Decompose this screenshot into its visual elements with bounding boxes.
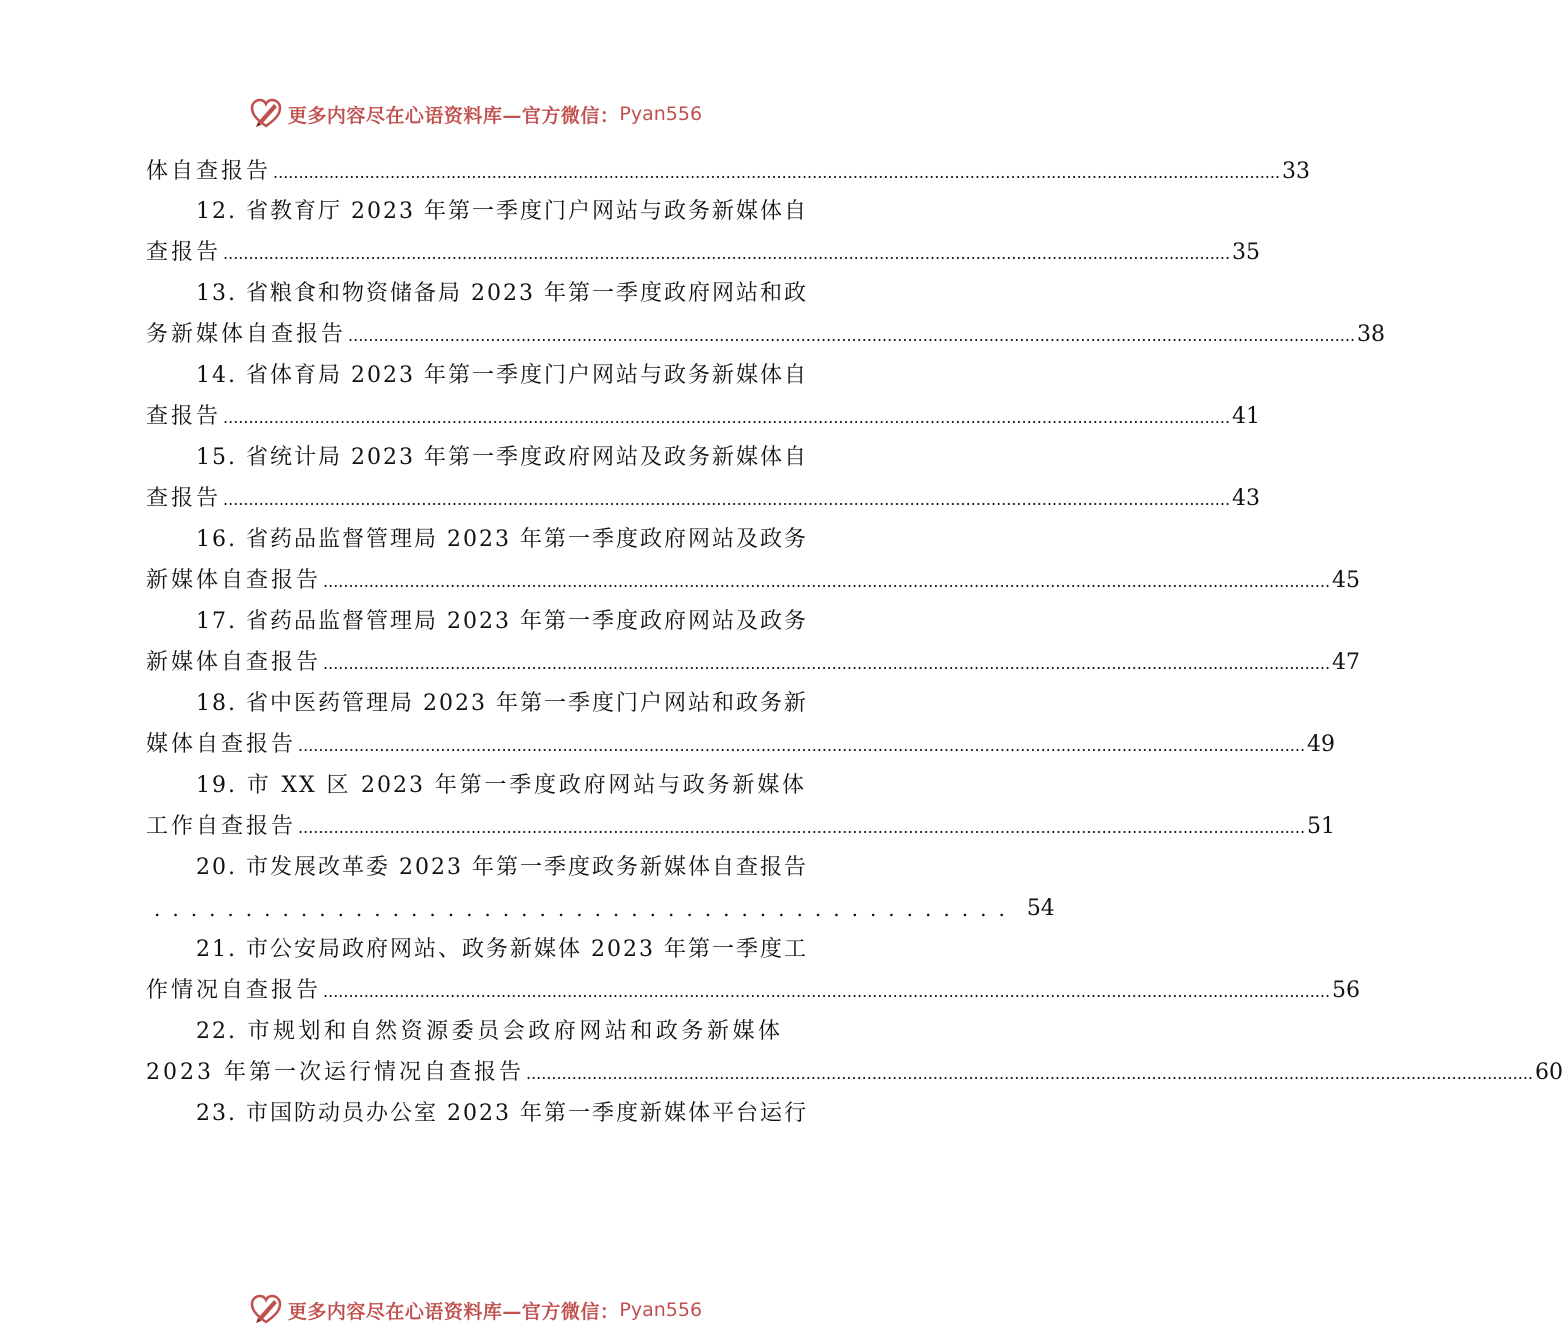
toc-entry-title[interactable]: 14. 省体育局 2023 年第一季度门户网站与政务新媒体自: [196, 363, 808, 388]
toc-entry-text: 体自查报告: [146, 159, 272, 184]
toc-entry-text: 新媒体自查报告: [146, 568, 322, 593]
toc-entry-title[interactable]: 12. 省教育厅 2023 年第一季度门户网站与政务新媒体自: [196, 199, 808, 224]
toc-entry-title[interactable]: 19. 市 XX 区 2023 年第一季度政府网站与政务新媒体: [196, 773, 806, 798]
toc-leader: [223, 484, 1230, 516]
header-text: 更多内容尽在心语资料库—官方微信：: [287, 104, 620, 127]
toc-entry-title[interactable]: 15. 省统计局 2023 年第一季度政府网站及政务新媒体自: [196, 445, 808, 470]
toc-leader: [273, 157, 1280, 189]
toc-leader: [526, 1058, 1533, 1090]
toc-entry-text: 作情况自查报告: [146, 978, 322, 1003]
toc-entry-text: 查报告: [146, 404, 222, 429]
toc-leader: [223, 238, 1230, 270]
toc-entry-title[interactable]: 22. 市规划和自然资源委员会政府网站和政务新媒体: [196, 1019, 782, 1044]
toc-line: [146, 1057, 1563, 1089]
toc-entry-text: 媒体自查报告: [146, 732, 297, 757]
heart-pen-logo-icon: [248, 1292, 284, 1328]
toc-page-number: 41: [1232, 404, 1261, 429]
footer-banner: [0, 1290, 950, 1330]
toc-page-number: 47: [1332, 650, 1361, 675]
toc-leader: [323, 566, 1330, 598]
toc-page-number: 49: [1307, 732, 1336, 757]
toc-line: [146, 729, 1336, 761]
header-wechat-id: Pyan556: [619, 103, 703, 125]
footer-wechat-id: Pyan556: [619, 1299, 703, 1321]
toc-leader: [348, 320, 1355, 352]
toc-entry-text: 务新媒体自查报告: [146, 322, 347, 347]
toc-line: [146, 893, 1055, 925]
toc-entry-title[interactable]: 21. 市公安局政府网站、政务新媒体 2023 年第一季度工: [196, 937, 808, 962]
toc-page-number: 43: [1232, 486, 1261, 511]
toc-entry-text: 查报告: [146, 486, 222, 511]
toc-entry-text: 工作自查报告: [146, 814, 297, 839]
toc-entry-title[interactable]: 18. 省中医药管理局 2023 年第一季度门户网站和政务新: [196, 691, 808, 716]
toc-line: [146, 319, 1386, 351]
toc-entry-title[interactable]: 13. 省粮食和物资储备局 2023 年第一季度政府网站和政: [196, 281, 808, 306]
toc-line: [146, 565, 1361, 597]
toc-line: [146, 975, 1361, 1007]
toc-line: [146, 237, 1261, 269]
toc-page-number: 35: [1232, 240, 1261, 265]
toc-entry-title[interactable]: 23. 市国防动员办公室 2023 年第一季度新媒体平台运行: [196, 1101, 808, 1126]
toc-leader: [323, 648, 1330, 680]
toc-entry-text: 2023 年第一次运行情况自查报告: [146, 1060, 524, 1085]
toc-leader: [223, 402, 1230, 434]
toc-line: [146, 483, 1261, 515]
heart-pen-logo-icon: [248, 96, 284, 132]
toc-entry-text: 查报告: [146, 240, 222, 265]
toc-leader: [323, 976, 1330, 1008]
toc-page-number: 60: [1535, 1060, 1563, 1085]
toc-entry-title[interactable]: 20. 市发展改革委 2023 年第一季度政务新媒体自查报告: [196, 855, 808, 880]
toc-leader: [298, 730, 1305, 762]
toc-page-number: 45: [1332, 568, 1361, 593]
toc-page-number: 33: [1282, 159, 1311, 184]
toc-line: [146, 647, 1361, 679]
toc-line: [146, 811, 1336, 843]
toc-entry-text: 新媒体自查报告: [146, 650, 322, 675]
toc-page-number: 56: [1332, 978, 1361, 1003]
toc-page-number: 38: [1357, 322, 1386, 347]
toc-entry-title[interactable]: 17. 省药品监督管理局 2023 年第一季度政府网站及政务: [196, 609, 808, 634]
toc-page-number: 51: [1307, 814, 1336, 839]
toc-leader: [298, 812, 1305, 844]
toc-line: [146, 401, 1261, 433]
toc-line: [146, 156, 1311, 188]
toc-entry-title[interactable]: 16. 省药品监督管理局 2023 年第一季度政府网站及政务: [196, 527, 808, 552]
footer-text: 更多内容尽在心语资料库—官方微信：: [287, 1300, 620, 1323]
toc-leader: ...............................................: [154, 897, 1017, 921]
toc-page-number: 54: [1026, 896, 1055, 921]
header-banner: [0, 94, 950, 134]
